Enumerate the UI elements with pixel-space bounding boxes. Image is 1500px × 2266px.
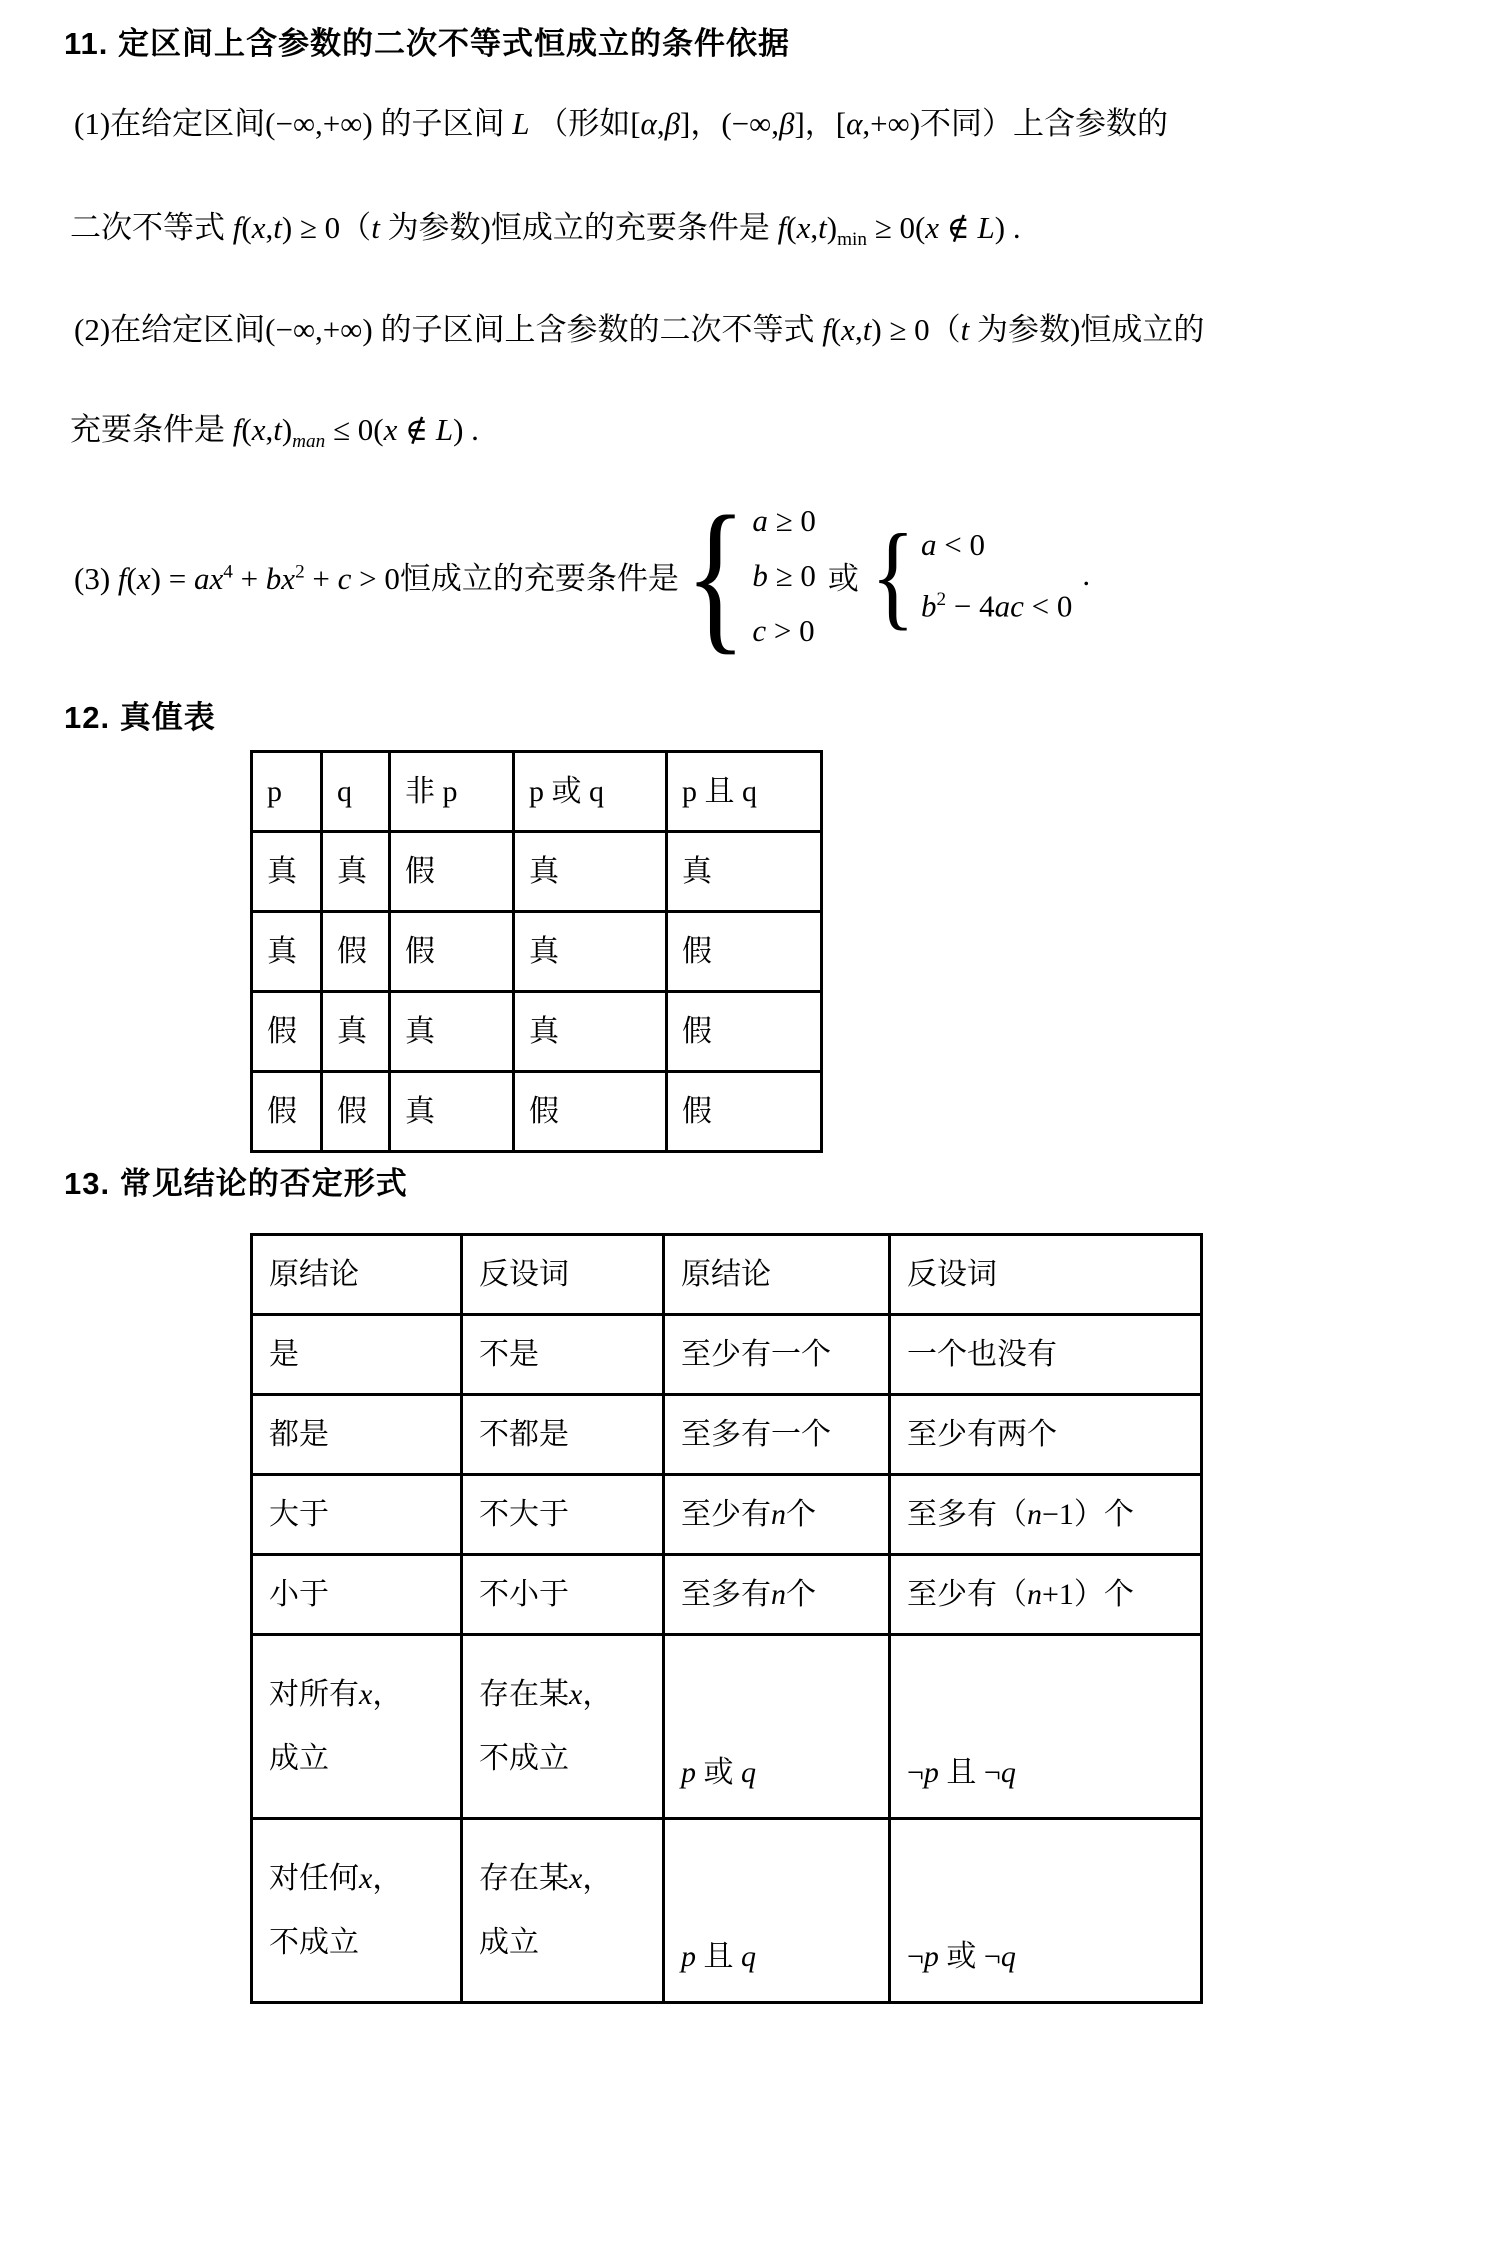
section-11-paragraph-1-line-2: 二次不等式 f(x,t) ≥ 0（t 为参数)恒成立的充要条件是 $f(x,t)_{min} \ge 0(x$ ∉ L) . (70, 210, 1021, 251)
table-cell: 至少有一个 (664, 1315, 890, 1395)
header-cell: 反设词 (890, 1235, 1202, 1315)
case-line: b ≥ 0 (752, 557, 816, 593)
table-cell: 真 (667, 832, 822, 912)
case-group-2 (921, 517, 1072, 633)
table-cell: 存在某x， 成立 (462, 1819, 664, 2003)
case-line: a < 0 (921, 526, 986, 562)
header-cell: p 且 q (667, 752, 822, 832)
section-11-paragraph-1-line-1: (1)在给定区间(−∞,+∞) 的子区间 L （形如[α,β]，(−∞,β]，[α,+∞)不同）上含参数的 (74, 106, 1169, 141)
table-cell: 真 (322, 992, 390, 1072)
table-cell: 假 (252, 992, 322, 1072)
header-cell: 原结论 (664, 1235, 890, 1315)
header-cell: q (322, 752, 390, 832)
table-cell: 真 (514, 992, 667, 1072)
table-cell: 真 (390, 1072, 514, 1152)
table-cell: 对任何x， 不成立 (252, 1819, 462, 2003)
table-cell: 存在某x， 不成立 (462, 1635, 664, 1819)
table-cell: 真 (514, 832, 667, 912)
negation-table-row (252, 1475, 1202, 1555)
negation-table-row (252, 1555, 1202, 1635)
table-cell: 真 (322, 832, 390, 912)
table-cell: 不小于 (462, 1555, 664, 1635)
section-13-heading: 13. 常见结论的否定形式 (64, 1166, 408, 1201)
table-cell: 真 (252, 912, 322, 992)
table-cell: 假 (514, 1072, 667, 1152)
negation-table-row (252, 1395, 1202, 1475)
table-cell: 真 (252, 832, 322, 912)
case-line: a ≥ 0 (752, 502, 816, 538)
table-cell: 不大于 (462, 1475, 664, 1555)
table-cell: 都是 (252, 1395, 462, 1475)
negation-forms-table (250, 1233, 1203, 2004)
or-connector: 或 (827, 560, 859, 596)
negation-table-row (252, 1315, 1202, 1395)
table-cell: ¬p 且 ¬q (890, 1635, 1202, 1819)
negation-table-row (252, 1819, 1202, 2003)
table-cell: 小于 (252, 1555, 462, 1635)
table-cell: 至多有一个 (664, 1395, 890, 1475)
table-cell: 假 (322, 1072, 390, 1152)
formula-prefix: (3) $f(x) = ax^4 + bx^2 + c > 0$恒成立的充要条件是 (74, 560, 679, 596)
table-cell: 假 (252, 1072, 322, 1152)
left-brace-icon: { (684, 481, 747, 669)
table-cell: 对所有x， 成立 (252, 1635, 462, 1819)
truth-table-row (252, 912, 822, 992)
table-cell: ¬p 或 ¬q (890, 1819, 1202, 2003)
case-group-1 (752, 493, 816, 658)
truth-table-row (252, 832, 822, 912)
negation-table-row (252, 1635, 1202, 1819)
section-11-paragraph-2-line-2: 充要条件是 $f(x,t)_{man} \le 0(x$ ∉ L) . (70, 412, 479, 453)
case-line: c > 0 (752, 612, 815, 648)
section-11-heading: 11. 定区间上含参数的二次不等式恒成立的条件依据 (64, 26, 790, 61)
table-cell: 大于 (252, 1475, 462, 1555)
table-cell: 至少有n个 (664, 1475, 890, 1555)
header-cell: 反设词 (462, 1235, 664, 1315)
header-cell: 原结论 (252, 1235, 462, 1315)
table-cell: 假 (667, 1072, 822, 1152)
header-cell: 非 p (390, 752, 514, 832)
table-cell: 假 (322, 912, 390, 992)
table-cell: 假 (390, 832, 514, 912)
table-cell: 至少有两个 (890, 1395, 1202, 1475)
section-11-paragraph-2-line-1: (2)在给定区间(−∞,+∞) 的子区间上含参数的二次不等式 f(x,t) ≥ 0（t 为参数)恒成立的 (74, 312, 1205, 347)
table-cell: 至多有n个 (664, 1555, 890, 1635)
section-11-item-3-formula (74, 475, 1090, 675)
table-cell: 真 (390, 992, 514, 1072)
table-cell: 假 (390, 912, 514, 992)
table-cell: 至少有（n+1）个 (890, 1555, 1202, 1635)
negation-table-header-row (252, 1235, 1202, 1315)
table-cell: 是 (252, 1315, 462, 1395)
header-cell: p 或 q (514, 752, 667, 832)
formula-period: . (1082, 557, 1091, 592)
table-cell: 假 (667, 912, 822, 992)
table-cell: 不都是 (462, 1395, 664, 1475)
truth-table-row (252, 1072, 822, 1152)
table-cell: p 且 q (664, 1819, 890, 2003)
table-cell: 真 (514, 912, 667, 992)
header-cell: p (252, 752, 322, 832)
table-cell: 一个也没有 (890, 1315, 1202, 1395)
section-12-heading: 12. 真值表 (64, 700, 216, 735)
truth-table-row (252, 992, 822, 1072)
truth-table-header-row (252, 752, 822, 832)
table-cell: 假 (667, 992, 822, 1072)
table-cell: 至多有（n−1）个 (890, 1475, 1202, 1555)
table-cell: 不是 (462, 1315, 664, 1395)
truth-table (250, 750, 823, 1153)
case-line: $b^2 - 4ac < 0$ (921, 588, 1073, 624)
left-brace-icon: { (870, 509, 916, 641)
table-cell: p 或 q (664, 1635, 890, 1819)
